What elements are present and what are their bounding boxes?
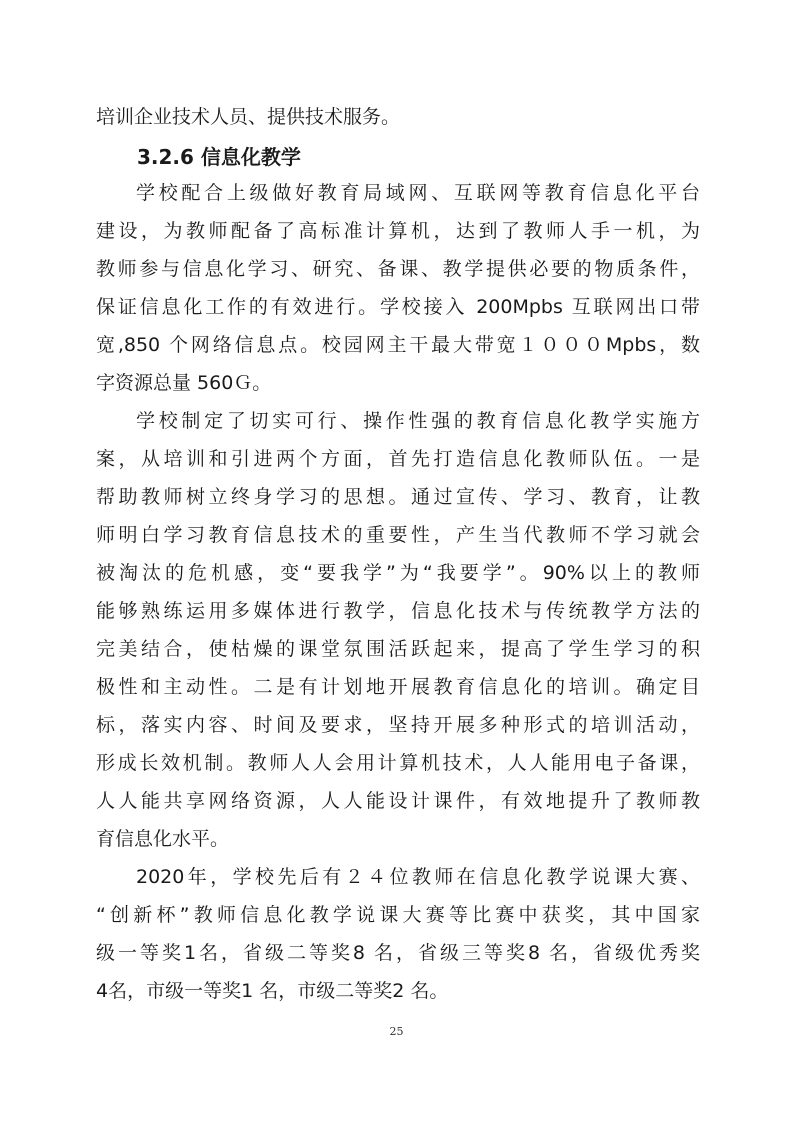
paragraph-line: 人人能共享网络资源，人人能设计课件，有效地提升了教师教 xyxy=(96,790,700,812)
paragraph-line: 帮助教师树立终身学习的思想。通过宣传、学习、教育，让教 xyxy=(96,486,700,508)
continuation-line: 培训企业技术人员、提供技术服务。 xyxy=(96,106,401,128)
paragraph-line: 师明白学习教育信息技术的重要性，产生当代教师不学习就会 xyxy=(96,524,700,546)
paragraph-line: “创新杯”教师信息化教学说课大赛等比赛中获奖，其中国家 xyxy=(96,904,700,926)
page-number: 25 xyxy=(389,1025,404,1038)
paragraph-line: 4名，市级一等奖1 名，市级二等奖2 名。 xyxy=(96,980,449,1002)
paragraph-line: 能够熟练运用多媒体进行教学，信息化技术与传统教学方法的 xyxy=(96,600,700,622)
paragraph-line: 被淘汰的危机感，变“要我学”为“我要学”。90%以上的教师 xyxy=(96,562,700,584)
paragraph-line: 形成长效机制。教师人人会用计算机技术，人人能用电子备课， xyxy=(96,752,700,774)
paragraph-line: 2020年，学校先后有２４位教师在信息化教学说课大赛、 xyxy=(136,866,700,888)
paragraph-line: 学校制定了切实可行、操作性强的教育信息化教学实施方 xyxy=(136,410,700,432)
paragraph-line: 学校配合上级做好教育局域网、互联网等教育信息化平台 xyxy=(136,182,700,204)
section-heading: 3.2.6 信息化教学 xyxy=(137,145,301,169)
paragraph-line: 标，落实内容、时间及要求，坚持开展多种形式的培训活动， xyxy=(96,714,700,736)
paragraph-line: 教师参与信息化学习、研究、备课、教学提供必要的物质条件， xyxy=(96,258,700,280)
paragraph-line: 极性和主动性。二是有计划地开展教育信息化的培训。确定目 xyxy=(96,676,700,698)
paragraph-line: 宽,850 个网络信息点。校园网主干最大带宽１０００Mpbs，数 xyxy=(96,334,700,356)
paragraph-line: 保证信息化工作的有效进行。学校接入 200Mpbs 互联网出口带 xyxy=(96,296,700,318)
paragraph-line: 完美结合，使枯燥的课堂氛围活跃起来，提高了学生学习的积 xyxy=(96,638,700,660)
continuation-text xyxy=(96,98,700,136)
paragraph-line: 案，从培训和引进两个方面，首先打造信息化教师队伍。一是 xyxy=(96,448,700,470)
paragraph-1 xyxy=(96,174,700,402)
paragraph-line: 级一等奖1名，省级二等奖8 名，省级三等奖8 名，省级优秀奖 xyxy=(96,942,700,964)
paragraph-3 xyxy=(96,858,700,1010)
paragraph-line: 建设，为教师配备了高标准计算机，达到了教师人手一机，为 xyxy=(96,220,700,242)
paragraph-line: 育信息化水平。 xyxy=(96,828,230,850)
paragraph-line: 字资源总量 560Ｇ。 xyxy=(96,372,272,394)
paragraph-2 xyxy=(96,402,700,858)
